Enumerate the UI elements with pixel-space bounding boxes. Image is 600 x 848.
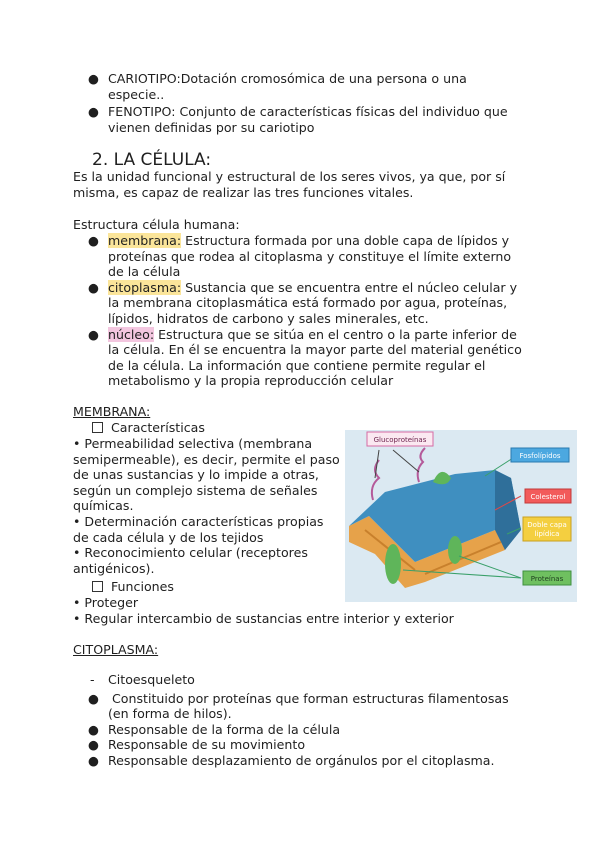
bullet-icon: ● [88,326,99,342]
bullet-icon: ● [88,233,99,248]
label-colesterol: Colesterol [530,493,566,501]
term-membrana: membrana: [108,233,182,248]
citoplasma-list [88,672,578,769]
structure-list [88,233,578,389]
label-doble-capa-2: lipídica [534,530,560,538]
caracteristicas-heading: Características [92,420,205,436]
list-item-citoplasma: ● citoplasma: Sustancia que se encuentra entre el núcleo celular y la membrana citoplasmática está formado por agua, proteínas, lípidos, hidratos de carbono y sales minerales, etc. [88,279,518,326]
term-citoplasma: citoplasma: [108,279,182,295]
list-item: ● Responsable de su movimiento [88,737,306,753]
list-item-cariotipo: ● CARIOTIPO:Dotación cromosómica de una persona o una especie.. [88,71,467,102]
membrana-title: MEMBRANA: [73,404,151,419]
list-item-citoesqueleto: - Citoesqueleto [90,672,195,687]
list-item: ● Responsable desplazamiento de orgánulos por el citoplasma. [88,752,495,768]
section-heading: 2. LA CÉLULA: [92,150,212,170]
bullet-icon: ● [88,721,99,737]
citoplasma-title: CITOPLASMA: [73,642,159,657]
list-item-membrana: ● membrana: Estructura formada por una doble capa de lípidos y proteínas que rodea al citoplasma y constituye el límite externo de la célula [88,233,512,280]
label-proteinas: Proteínas [530,575,564,583]
structure-subtitle: Estructura célula humana: [73,217,240,232]
funciones-text: • Proteger • Regular intercambio de sustancias entre interior y exterior [73,595,454,626]
top-bullet-list [88,71,568,135]
label-fosfolipidos: Fosfolípidos [519,452,561,460]
bullet-icon: ● [88,104,99,120]
bullet-icon: ● [88,737,99,753]
list-item: ● Responsable de la forma de la célula [88,721,341,737]
checkbox-icon [92,422,103,433]
protein-shape [385,544,401,584]
bullet-icon: ● [88,752,99,768]
protein-shape [448,536,462,564]
term-nucleo: núcleo: [108,326,155,342]
caracteristicas-text: • Permeabilidad selectiva (membrana semipermeable), es decir, permite el paso de unas sustancias y lo impide a otras, según un complejo sistema de señales químicas. • Determinación características propias de cada célula y de los tejidos • Reconocimiento celular (receptores antigénicos). [73,436,340,576]
list-item: ● Constituido por proteínas que forman estructuras filamentosas (en forma de hilos). [88,690,509,722]
bullet-icon: ● [88,690,99,706]
list-item-fenotipo: ● FENOTIPO: Conjunto de características físicas del individuo que vienen definidas por su cariotipo [88,104,508,135]
label-glucoproteinas: Glucoproteínas [373,436,427,444]
funciones-heading: Funciones [92,579,174,595]
bullet-icon: ● [88,279,99,295]
list-item-nucleo: ● núcleo: Estructura que se sitúa en el centro o la parte inferior de la célula. En él se encuentra la mayor parte del material genético de la célula. La información que contiene permite regular el metabolismo y la propia reproducción celular [88,326,522,389]
membrane-diagram [345,430,577,602]
section-intro: Es la unidad funcional y estructural de los seres vivos, ya que, por sí misma, es capaz de realizar las tres funciones vitales. [73,169,506,200]
checkbox-icon [92,581,103,592]
dash-icon: - [90,672,95,687]
bullet-icon: ● [88,71,99,86]
label-doble-capa-1: Doble capa [527,521,567,529]
